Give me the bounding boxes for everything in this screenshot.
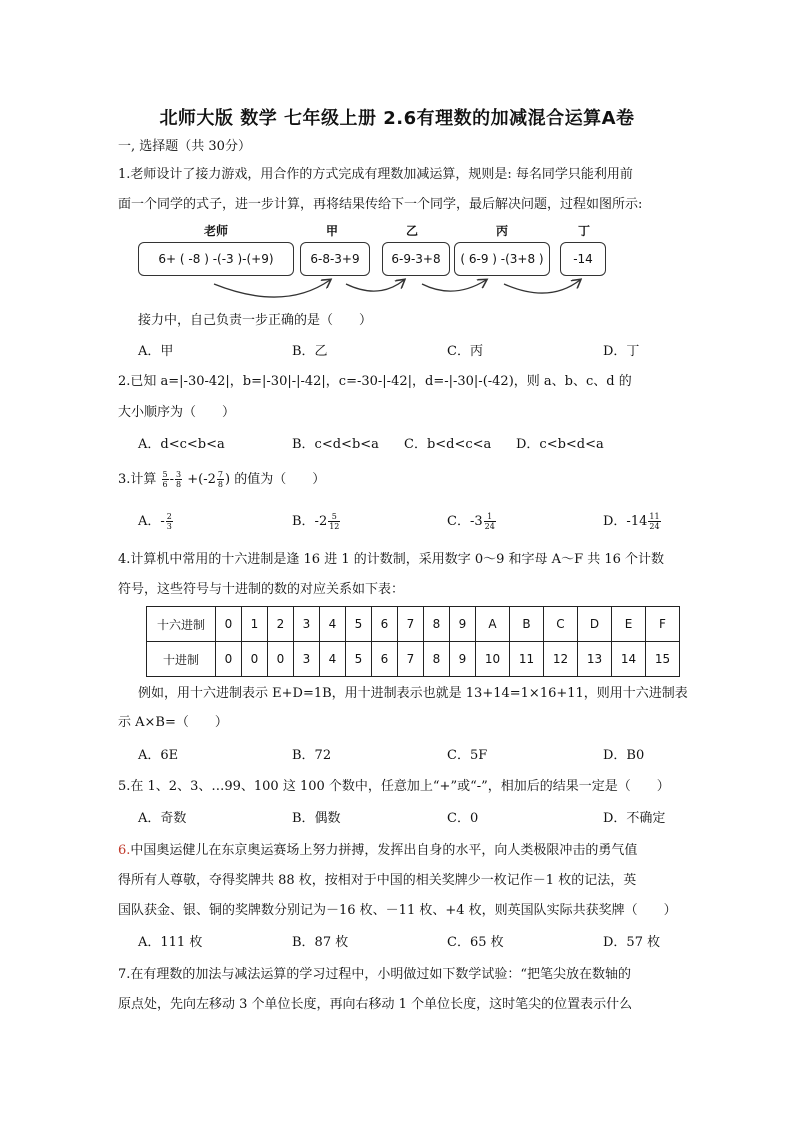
q6-number: 6. bbox=[118, 843, 131, 858]
q6-text-line-3: 国队获金、银、铜的奖牌数分别记为－16 枚、－11 枚、+4 枚，则英国队实际共获奖牌（ ） bbox=[118, 903, 677, 918]
q2-text-line-1: 2.已知 a=|-30-42|，b=|-30|-|-42|，c=-30-|-42|，d=-|-30|-(-42)，则 a、b、c、d 的 bbox=[118, 374, 632, 389]
table-cell: 0 bbox=[216, 607, 242, 642]
table-cell: 4 bbox=[320, 642, 346, 677]
table-row bbox=[147, 607, 680, 642]
table-cell: 10 bbox=[476, 642, 510, 677]
table-cell: 5 bbox=[346, 607, 372, 642]
q7-text-line-2: 原点处，先向左移动 3 个单位长度，再向右移动 1 个单位长度，这时笔尖的位置表示什么 bbox=[118, 997, 633, 1012]
q1-option-c: C．丙 bbox=[447, 344, 483, 359]
label-bing: 丙 bbox=[496, 224, 509, 238]
q6-option-d: D．57 枚 bbox=[603, 935, 661, 950]
arrow-jia-to-yi bbox=[346, 280, 404, 291]
q6-option-b: B．87 枚 bbox=[292, 935, 349, 950]
table-cell: D bbox=[578, 607, 612, 642]
label-jia: 甲 bbox=[326, 224, 339, 238]
table-cell: 6 bbox=[372, 642, 398, 677]
relay-diagram bbox=[134, 222, 614, 314]
table-row bbox=[147, 642, 680, 677]
table-cell: 3 bbox=[294, 607, 320, 642]
q7-text-line-1: 7.在有理数的加法与减法运算的学习过程中，小明做过如下数学试验：“把笔尖放在数轴的 bbox=[118, 967, 632, 982]
q3-text bbox=[118, 470, 325, 489]
box-yi: 6-9-3+8 bbox=[382, 242, 450, 276]
label-ding: 丁 bbox=[578, 224, 591, 238]
q2-text-line-2: 大小顺序为（ ） bbox=[118, 405, 236, 420]
q4-option-a: A．6E bbox=[138, 748, 179, 763]
table-cell: A bbox=[476, 607, 510, 642]
table-cell: F bbox=[646, 607, 680, 642]
hex-table bbox=[146, 606, 680, 677]
q4-option-c: C．5F bbox=[447, 748, 488, 763]
q6-option-c: C．65 枚 bbox=[447, 935, 504, 950]
q1-option-b: B．乙 bbox=[292, 344, 328, 359]
arrow-yi-to-bing bbox=[422, 280, 486, 291]
table-cell: 13 bbox=[578, 642, 612, 677]
label-yi: 乙 bbox=[406, 224, 419, 238]
table-cell: 9 bbox=[450, 642, 476, 677]
table-cell: E bbox=[612, 607, 646, 642]
q4-text-line-3: 例如，用十六进制表示 E+D=1B，用十进制表示也就是 13+14=1×16+11，则用十六进制表 bbox=[138, 686, 688, 701]
q3-fraction-1: $\frac{5}{6}$ bbox=[162, 470, 168, 489]
q3-fraction-3: $\frac{7}{8}$ bbox=[217, 470, 224, 489]
box-bing: ( 6-9 ) -(3+8 ) bbox=[454, 242, 550, 276]
q4-text-line-4: 示 A×B=（ ） bbox=[118, 715, 228, 730]
table-cell: 7 bbox=[398, 642, 424, 677]
q4-option-b: B．72 bbox=[292, 748, 332, 763]
table-cell: 8 bbox=[424, 642, 450, 677]
table-cell: 4 bbox=[320, 607, 346, 642]
q3-option-c: C．-3 $\frac{1}{24}$ bbox=[447, 512, 495, 531]
table-cell: 2 bbox=[268, 607, 294, 642]
table-cell: 1 bbox=[242, 607, 268, 642]
q3-suffix: ) 的值为（ ） bbox=[225, 472, 326, 487]
q2-option-c: C．b<d<c<a bbox=[404, 437, 492, 452]
q6-option-a: A．111 枚 bbox=[138, 935, 203, 950]
section-heading: 一, 选择题（共 30分） bbox=[118, 139, 251, 154]
table-cell: 0 bbox=[268, 642, 294, 677]
table-cell: 8 bbox=[424, 607, 450, 642]
q3-fraction-2: $\frac{3}{8}$ bbox=[176, 470, 182, 489]
q1-option-a: A．甲 bbox=[138, 344, 174, 359]
table-cell: 7 bbox=[398, 607, 424, 642]
table-cell: 14 bbox=[612, 642, 646, 677]
table-cell: 15 bbox=[646, 642, 680, 677]
q5-option-c: C．0 bbox=[447, 811, 479, 826]
q4-text-line-2: 符号，这些符号与十进制的数的对应关系如下表： bbox=[118, 582, 405, 597]
q5-option-a: A．奇数 bbox=[138, 811, 187, 826]
q5-option-d: D．不确定 bbox=[603, 811, 666, 826]
q5-text: 5.在 1、2、3、…99、100 这 100 个数中，任意加上“+”或“-”，相加后的结果一定是（ ） bbox=[118, 779, 670, 794]
arrow-bing-to-ding bbox=[504, 280, 580, 293]
q3-option-b: B．-2 $\frac{5}{12}$ bbox=[292, 512, 340, 531]
q3-minus: - bbox=[169, 472, 175, 487]
box-ding: -14 bbox=[560, 242, 606, 276]
table-cell: 0 bbox=[216, 642, 242, 677]
q1-text-line-2: 面一个同学的式子，进一步计算，再将结果传给下一个同学，最后解决问题，过程如图所示: bbox=[118, 197, 643, 212]
label-teacher: 老师 bbox=[204, 224, 229, 238]
arrow-teacher-to-jia bbox=[214, 280, 330, 297]
q6-text-line-1: 6.中国奥运健儿在东京奥运赛场上努力拼搏，发挥出自身的水平，向人类极限冲击的勇气值 bbox=[118, 843, 638, 858]
q6-text-line-2: 得所有人尊敬，夺得奖牌共 88 枚，按相对于中国的相关奖牌少一枚记作－1 枚的记法，英 bbox=[118, 873, 637, 888]
table-cell: 12 bbox=[544, 642, 578, 677]
table-cell: 9 bbox=[450, 607, 476, 642]
dec-row-header: 十进制 bbox=[147, 642, 216, 677]
q2-option-d: D．c<b<d<a bbox=[516, 437, 604, 452]
table-cell: 6 bbox=[372, 607, 398, 642]
q2-option-b: B．c<d<b<a bbox=[292, 437, 379, 452]
table-cell: C bbox=[544, 607, 578, 642]
q1-text-line-1: 1.老师设计了接力游戏，用合作的方式完成有理数加减运算，规则是: 每名同学只能利用前 bbox=[118, 167, 633, 182]
q3-mid: +(-2 bbox=[187, 472, 216, 487]
table-cell: 11 bbox=[510, 642, 544, 677]
q1-prompt: 接力中，自己负责一步正确的是（ ） bbox=[138, 313, 373, 328]
q3-option-a: A．- $\frac{2}{3}$ bbox=[138, 512, 172, 531]
hex-row-header: 十六进制 bbox=[147, 607, 216, 642]
q1-option-d: D．丁 bbox=[603, 344, 640, 359]
q2-option-a: A．d<c<b<a bbox=[138, 437, 225, 452]
q3-option-d: D．-14 $\frac{11}{24}$ bbox=[603, 512, 660, 531]
box-jia: 6-8-3+9 bbox=[300, 242, 370, 276]
relay-arrows bbox=[134, 222, 614, 314]
q5-option-b: B．偶数 bbox=[292, 811, 341, 826]
table-cell: 5 bbox=[346, 642, 372, 677]
table-cell: B bbox=[510, 607, 544, 642]
q3-prefix: 3.计算 bbox=[118, 472, 157, 487]
table-cell: 3 bbox=[294, 642, 320, 677]
q4-option-d: D．B0 bbox=[603, 748, 645, 763]
q4-text-line-1: 4.计算机中常用的十六进制是逢 16 进 1 的计数制，采用数字 0～9 和字母 A～F 共 16 个计数 bbox=[118, 552, 665, 567]
table-cell: 0 bbox=[242, 642, 268, 677]
page-title: 北师大版 数学 七年级上册 2.6有理数的加减混合运算A卷 bbox=[159, 108, 635, 129]
box-teacher: 6+ ( -8 ) -(-3 )-(+9) bbox=[138, 242, 294, 276]
